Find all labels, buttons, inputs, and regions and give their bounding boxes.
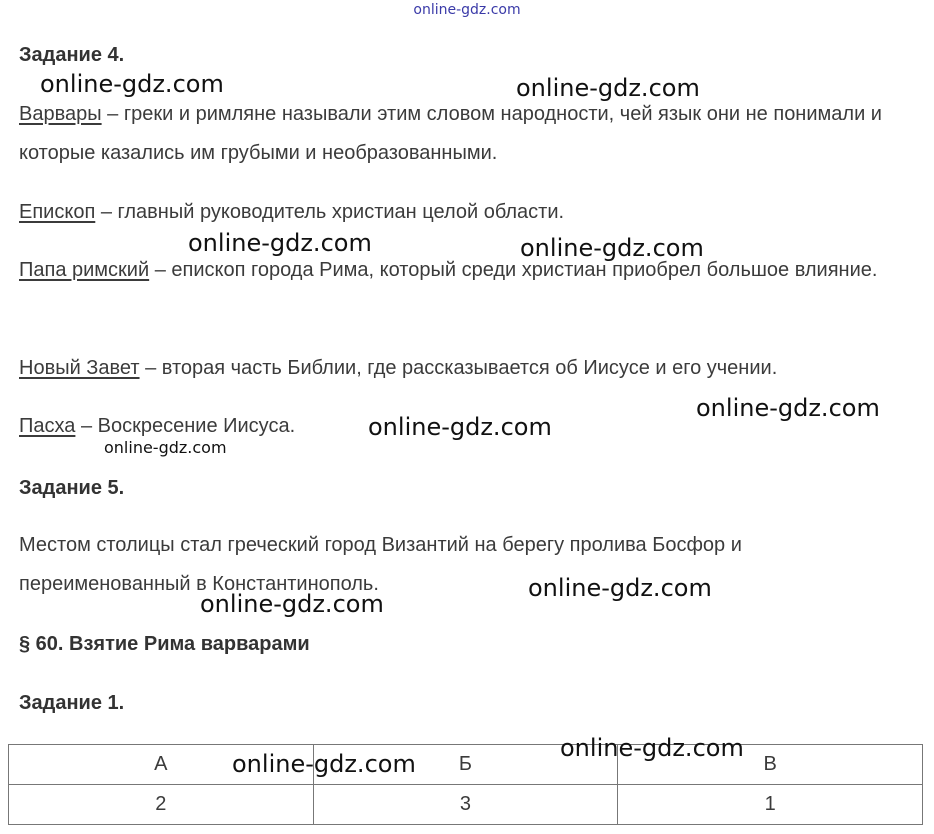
table-cell: 1	[618, 785, 923, 825]
definition-text: – епископ города Рима, который среди христиан приобрел большое влияние.	[149, 259, 878, 281]
definition-bishop	[19, 193, 919, 232]
table-header-cell: А	[9, 745, 314, 785]
table-header-cell: Б	[313, 745, 618, 785]
term-bishop: Епископ	[19, 201, 96, 223]
answer-table	[8, 744, 923, 825]
definition-barbarians	[19, 95, 919, 173]
task5-heading: Задание 5.	[19, 477, 125, 499]
task1-heading: Задание 1.	[19, 692, 125, 714]
watermark-text: online-gdz.com	[560, 734, 744, 762]
watermark-text: online-gdz.com	[368, 413, 552, 441]
watermark-text: online-gdz.com	[528, 574, 712, 602]
watermark-text: online-gdz.com	[188, 229, 372, 257]
watermark-text: online-gdz.com	[520, 234, 704, 262]
watermark-text: online-gdz.com	[200, 590, 384, 618]
task4-heading: Задание 4.	[19, 44, 125, 66]
watermark-text: online-gdz.com	[516, 74, 700, 102]
watermark-text: online-gdz.com	[696, 394, 880, 422]
watermark-text: online-gdz.com	[104, 438, 227, 457]
top-watermark: online-gdz.com	[413, 2, 521, 18]
table-header-row	[9, 745, 923, 785]
table-cell: 3	[313, 785, 618, 825]
definition-text: – главный руководитель христиан целой области.	[95, 201, 565, 223]
table-header-cell: В	[618, 745, 923, 785]
definition-text: – Воскресение Иисуса.	[75, 415, 296, 437]
definition-pope	[19, 251, 919, 290]
definition-text: – вторая часть Библии, где рассказывается об Иисусе и его учении.	[139, 357, 778, 379]
term-new-testament: Новый Завет	[19, 357, 140, 379]
definition-text: – греки и римляне называли этим словом народности, чей язык они не понимали и которые казались им грубыми и необразованными.	[19, 103, 882, 164]
table-row	[9, 785, 923, 825]
watermark-text: online-gdz.com	[40, 70, 224, 98]
watermark-text: online-gdz.com	[232, 750, 416, 778]
section-heading: § 60. Взятие Рима варварами	[19, 633, 310, 655]
definition-easter	[19, 407, 919, 446]
definition-new-testament	[19, 349, 919, 388]
term-pope: Папа римский	[19, 259, 150, 281]
task5-answer: Местом столицы стал греческий город Византий на берегу пролива Босфор и переименованный в Константинополь.	[19, 534, 742, 595]
term-easter: Пасха	[19, 415, 76, 437]
term-barbarians: Варвары	[19, 103, 102, 125]
table-cell: 2	[9, 785, 314, 825]
